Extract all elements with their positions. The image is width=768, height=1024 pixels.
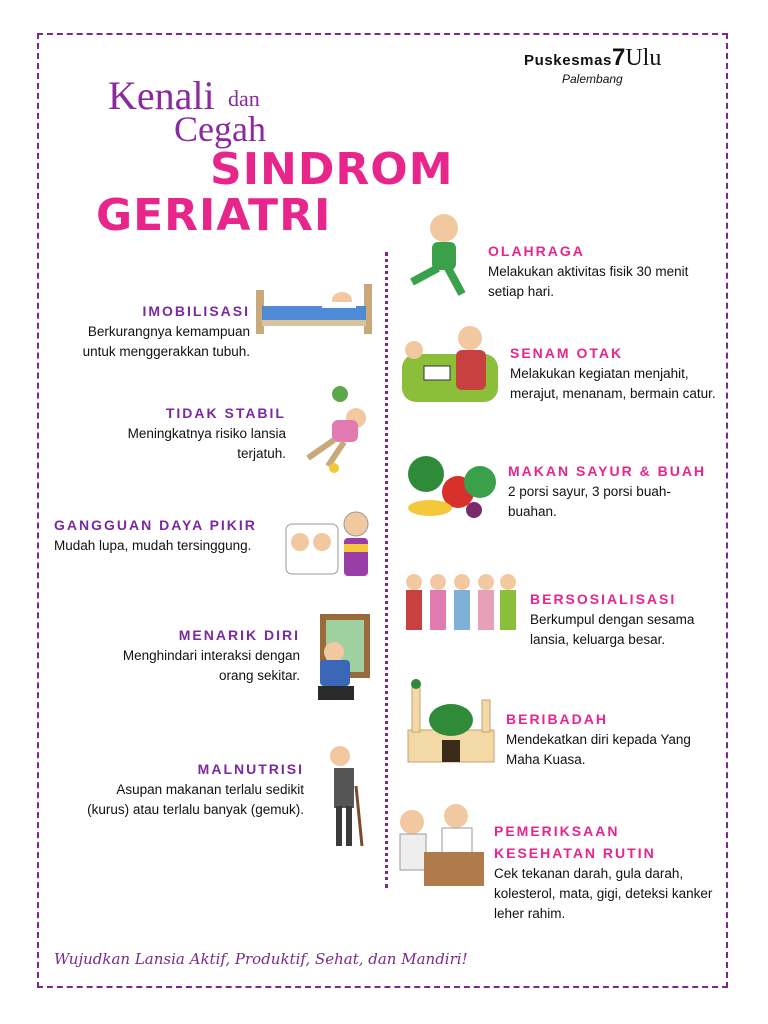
- item-text: Melakukan aktivitas fisik 30 menit setiap hari.: [488, 264, 689, 299]
- title-dan: dan: [228, 86, 260, 111]
- item-senam-otak: [510, 342, 720, 404]
- item-text: Asupan makanan terlalu sedikit (kurus) atau terlalu banyak (gemuk).: [87, 782, 304, 817]
- item-heading: SENAM OTAK: [510, 345, 624, 361]
- vegetables-fruits-icon: [400, 452, 500, 522]
- doctor-checkup-icon: [394, 798, 490, 890]
- item-heading: OLAHRAGA: [488, 243, 585, 259]
- title-geriatri: GERIATRI: [96, 190, 332, 241]
- org-word: Ulu: [625, 45, 662, 71]
- organization-logo: [524, 44, 704, 86]
- footer-slogan: Wujudkan Lansia Aktif, Produktif, Sehat, dan Mandiri!: [54, 950, 468, 968]
- item-text: Berkumpul dengan sesama lansia, keluarga besar.: [530, 612, 695, 647]
- item-imobilisasi: [60, 300, 250, 362]
- item-text: Meningkatnya risiko lansia terjatuh.: [127, 426, 286, 461]
- item-gangguan-daya-pikir: [54, 514, 280, 556]
- org-number: 7: [611, 44, 626, 71]
- item-heading: MALNUTRISI: [197, 761, 304, 777]
- org-name: Puskesmas: [524, 52, 612, 69]
- item-text: Cek tekanan darah, gula darah, kolesterol, mata, gigi, deteksi kanker leher rahim.: [494, 866, 713, 921]
- item-text: Melakukan kegiatan menjahit, merajut, menanam, bermain catur.: [510, 366, 716, 401]
- item-beribadah: [506, 708, 706, 770]
- lonely-elder-window-icon: [310, 612, 376, 704]
- jogging-elder-icon: [398, 208, 480, 302]
- item-olahraga: [488, 240, 694, 302]
- item-heading: BERIBADAH: [506, 711, 608, 727]
- thin-elder-icon: [316, 742, 368, 852]
- item-menarik-diri: [90, 624, 300, 686]
- title-sindrom: SINDROM: [210, 144, 454, 195]
- item-pemeriksaan-kesehatan: [494, 820, 724, 924]
- item-heading: MENARIK DIRI: [178, 627, 300, 643]
- falling-elder-icon: [294, 384, 376, 474]
- mosque-icon: [402, 674, 500, 766]
- item-makan-sayur-buah: [508, 460, 708, 522]
- item-bersosialisasi: [530, 588, 726, 650]
- item-text: Mudah lupa, mudah tersinggung.: [54, 538, 252, 553]
- item-heading: MAKAN SAYUR & BUAH: [508, 463, 707, 479]
- item-heading: IMOBILISASI: [142, 303, 250, 319]
- bed-illustration-icon: [252, 276, 376, 338]
- item-text: Menghindari interaksi dengan orang sekitar.: [122, 648, 300, 683]
- item-text: 2 porsi sayur, 3 porsi buah-buahan.: [508, 484, 671, 519]
- item-tidak-stabil: [100, 402, 286, 464]
- title-kenali: Kenali: [108, 73, 215, 118]
- center-divider: [385, 252, 388, 888]
- item-text: Berkurangnya kemampuan untuk menggerakkan tubuh.: [82, 324, 250, 359]
- item-heading: GANGGUAN DAYA PIKIR: [54, 517, 257, 533]
- elder-group-icon: [400, 570, 522, 636]
- confused-elders-icon: [284, 504, 378, 580]
- item-heading: TIDAK STABIL: [165, 405, 286, 421]
- item-text: Mendekatkan diri kepada Yang Maha Kuasa.: [506, 732, 691, 767]
- item-heading: BERSOSIALISASI: [530, 591, 677, 607]
- item-heading: PEMERIKSAAN KESEHATAN RUTIN: [494, 823, 656, 861]
- chess-elders-icon: [400, 320, 500, 412]
- title-cegah: Cegah: [174, 109, 266, 149]
- org-city: Palembang: [562, 72, 623, 86]
- item-malnutrisi: [86, 758, 304, 820]
